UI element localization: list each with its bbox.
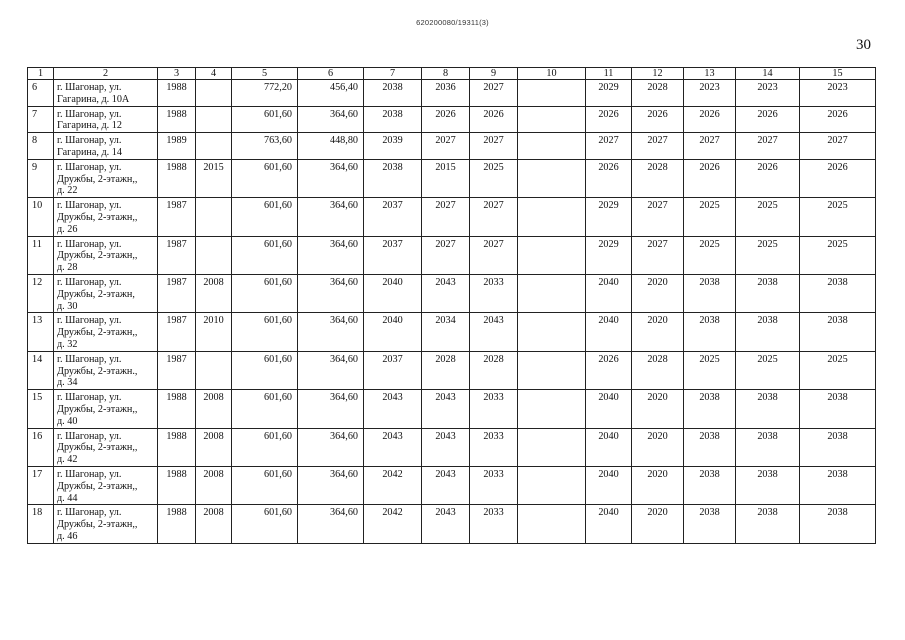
cell-c13: 2025 [684,198,736,236]
cell-c7: 2043 [364,428,422,466]
cell-c10 [518,198,586,236]
address-line: г. Шагонар, ул. [57,430,122,442]
cell-c5: 601,60 [232,466,298,504]
row-number-cell: 12 [28,274,54,312]
cell-c14: 2027 [736,133,800,160]
cell-c12: 2028 [632,80,684,107]
cell-c7: 2038 [364,106,422,133]
cell-c12: 2020 [632,428,684,466]
address-cell [54,236,158,274]
address-line: д. 42 [57,454,78,466]
cell-c3: 1988 [158,80,196,107]
cell-c13: 2038 [684,505,736,543]
cell-c15: 2038 [800,505,876,543]
cell-c6: 364,60 [298,428,364,466]
cell-c6: 364,60 [298,198,364,236]
cell-c3: 1987 [158,351,196,389]
column-header: 6 [298,68,364,80]
cell-c13: 2038 [684,428,736,466]
cell-c7: 2037 [364,236,422,274]
address-cell [54,274,158,312]
cell-c11: 2026 [586,159,632,197]
column-header: 8 [422,68,470,80]
cell-c12: 2027 [632,133,684,160]
address-cell [54,80,158,107]
cell-c10 [518,428,586,466]
table-row [28,466,876,504]
cell-c5: 772,20 [232,80,298,107]
cell-c6: 364,60 [298,313,364,351]
cell-c7: 2040 [364,274,422,312]
cell-c12: 2027 [632,198,684,236]
cell-c9: 2027 [470,198,518,236]
cell-c11: 2040 [586,313,632,351]
cell-c8: 2026 [422,106,470,133]
cell-c4 [196,198,232,236]
cell-c15: 2038 [800,428,876,466]
column-header: 9 [470,68,518,80]
cell-c8: 2036 [422,80,470,107]
cell-c15: 2026 [800,106,876,133]
cell-c13: 2027 [684,133,736,160]
address-line: д. 40 [57,415,78,427]
cell-c7: 2037 [364,198,422,236]
cell-c15: 2025 [800,198,876,236]
address-line: Гагарина, д. 12 [57,120,122,132]
cell-c7: 2042 [364,466,422,504]
table-row [28,198,876,236]
cell-c6: 364,60 [298,274,364,312]
cell-c8: 2043 [422,505,470,543]
cell-c6: 456,40 [298,80,364,107]
cell-c5: 601,60 [232,198,298,236]
cell-c12: 2020 [632,466,684,504]
cell-c6: 364,60 [298,159,364,197]
cell-c13: 2038 [684,313,736,351]
row-number-cell: 7 [28,106,54,133]
cell-c15: 2038 [800,466,876,504]
cell-c5: 601,60 [232,274,298,312]
cell-c5: 601,60 [232,313,298,351]
cell-c9: 2033 [470,505,518,543]
cell-c14: 2038 [736,466,800,504]
cell-c11: 2027 [586,133,632,160]
cell-c5: 763,60 [232,133,298,160]
cell-c13: 2026 [684,106,736,133]
address-line: д. 30 [57,300,78,312]
address-line: г. Шагонар, ул. [57,468,122,480]
cell-c13: 2038 [684,390,736,428]
cell-c13: 2025 [684,236,736,274]
cell-c5: 601,60 [232,159,298,197]
cell-c9: 2026 [470,106,518,133]
cell-c9: 2033 [470,274,518,312]
address-line: г. Шагонар, ул. [57,276,122,288]
cell-c11: 2040 [586,274,632,312]
cell-c7: 2038 [364,80,422,107]
cell-c3: 1988 [158,505,196,543]
address-cell [54,390,158,428]
cell-c11: 2026 [586,351,632,389]
column-header: 13 [684,68,736,80]
table-row [28,274,876,312]
cell-c4: 2008 [196,466,232,504]
cell-c4 [196,133,232,160]
column-number-row [28,68,876,80]
column-header: 10 [518,68,586,80]
cell-c15: 2023 [800,80,876,107]
column-header: 5 [232,68,298,80]
cell-c11: 2029 [586,236,632,274]
cell-c7: 2038 [364,159,422,197]
cell-c10 [518,274,586,312]
cell-c15: 2038 [800,274,876,312]
address-line: д. 26 [57,223,78,235]
row-number-cell: 10 [28,198,54,236]
cell-c11: 2040 [586,505,632,543]
cell-c11: 2026 [586,106,632,133]
address-line: д. 44 [57,492,78,504]
cell-c14: 2038 [736,274,800,312]
cell-c12: 2026 [632,106,684,133]
cell-c13: 2023 [684,80,736,107]
cell-c4: 2008 [196,274,232,312]
row-number-cell: 13 [28,313,54,351]
row-number-cell: 11 [28,236,54,274]
address-line: д. 28 [57,262,78,274]
cell-c14: 2026 [736,106,800,133]
cell-c10 [518,80,586,107]
cell-c9: 2043 [470,313,518,351]
address-line: Дружбы, 2-этажн,, [57,211,138,223]
cell-c11: 2029 [586,80,632,107]
cell-c8: 2043 [422,274,470,312]
cell-c4: 2008 [196,505,232,543]
address-line: г. Шагонар, ул. [57,507,122,519]
cell-c14: 2025 [736,351,800,389]
cell-c6: 364,60 [298,351,364,389]
cell-c12: 2020 [632,390,684,428]
cell-c3: 1988 [158,428,196,466]
cell-c8: 2027 [422,236,470,274]
table-body [28,80,876,544]
cell-c8: 2027 [422,198,470,236]
cell-c6: 364,60 [298,390,364,428]
address-line: г. Шагонар, ул. [57,353,122,365]
cell-c5: 601,60 [232,428,298,466]
address-line: Дружбы, 2-этажн., [57,365,138,377]
cell-c4: 2008 [196,428,232,466]
cell-c9: 2027 [470,80,518,107]
cell-c9: 2025 [470,159,518,197]
cell-c14: 2025 [736,198,800,236]
table-row [28,428,876,466]
address-cell [54,428,158,466]
row-number-cell: 16 [28,428,54,466]
table-row [28,106,876,133]
cell-c7: 2039 [364,133,422,160]
cell-c12: 2028 [632,159,684,197]
cell-c7: 2042 [364,505,422,543]
cell-c14: 2023 [736,80,800,107]
cell-c15: 2038 [800,313,876,351]
cell-c9: 2033 [470,466,518,504]
cell-c3: 1987 [158,236,196,274]
cell-c7: 2043 [364,390,422,428]
cell-c9: 2033 [470,390,518,428]
cell-c7: 2037 [364,351,422,389]
column-header: 3 [158,68,196,80]
cell-c3: 1988 [158,390,196,428]
cell-c4: 2008 [196,390,232,428]
table-row [28,505,876,543]
cell-c14: 2026 [736,159,800,197]
address-cell [54,466,158,504]
address-cell [54,159,158,197]
address-line: Дружбы, 2-этажн, [57,288,135,300]
address-line: д. 22 [57,185,78,197]
address-line: г. Шагонар, ул. [57,238,122,250]
address-line: Дружбы, 2-этажн,, [57,519,138,531]
cell-c15: 2038 [800,390,876,428]
column-header: 2 [54,68,158,80]
table-row [28,236,876,274]
row-number-cell: 17 [28,466,54,504]
address-line: г. Шагонар, ул. [57,392,122,404]
cell-c6: 364,60 [298,505,364,543]
address-line: Дружбы, 2-этажн,, [57,442,138,454]
address-cell [54,351,158,389]
cell-c12: 2020 [632,505,684,543]
column-header: 4 [196,68,232,80]
cell-c14: 2038 [736,505,800,543]
cell-c10 [518,236,586,274]
cell-c3: 1987 [158,274,196,312]
address-line: г. Шагонар, ул. [57,135,122,147]
column-header: 1 [28,68,54,80]
cell-c6: 448,80 [298,133,364,160]
column-header: 11 [586,68,632,80]
cell-c5: 601,60 [232,106,298,133]
address-line: г. Шагонар, ул. [57,108,122,120]
cell-c10 [518,106,586,133]
cell-c3: 1987 [158,313,196,351]
cell-c7: 2040 [364,313,422,351]
cell-c12: 2020 [632,274,684,312]
cell-c11: 2040 [586,390,632,428]
cell-c6: 364,60 [298,236,364,274]
cell-c14: 2038 [736,313,800,351]
cell-c10 [518,313,586,351]
row-number-cell: 18 [28,505,54,543]
address-line: д. 32 [57,338,78,350]
cell-c8: 2015 [422,159,470,197]
cell-c10 [518,466,586,504]
cell-c13: 2038 [684,466,736,504]
table-row [28,133,876,160]
cell-c9: 2033 [470,428,518,466]
table-row [28,159,876,197]
address-line: Гагарина, д. 10А [57,93,130,105]
cell-c13: 2026 [684,159,736,197]
address-line: г. Шагонар, ул. [57,315,122,327]
row-number-cell: 14 [28,351,54,389]
address-line: г. Шагонар, ул. [57,161,122,173]
table-row [28,351,876,389]
address-line: г. Шагонар, ул. [57,200,122,212]
row-number-cell: 9 [28,159,54,197]
address-line: Гагарина, д. 14 [57,146,122,158]
cell-c3: 1988 [158,466,196,504]
table-row [28,80,876,107]
cell-c6: 364,60 [298,106,364,133]
address-line: д. 34 [57,377,78,389]
cell-c10 [518,390,586,428]
cell-c3: 1987 [158,198,196,236]
address-line: Дружбы, 2-этажн,, [57,403,138,415]
address-cell [54,133,158,160]
cell-c15: 2025 [800,351,876,389]
cell-c15: 2025 [800,236,876,274]
cell-c9: 2027 [470,133,518,160]
cell-c8: 2043 [422,390,470,428]
row-number-cell: 8 [28,133,54,160]
cell-c5: 601,60 [232,505,298,543]
cell-c12: 2027 [632,236,684,274]
cell-c4 [196,236,232,274]
cell-c14: 2038 [736,390,800,428]
page-number: 30 [856,37,871,53]
address-line: г. Шагонар, ул. [57,82,122,93]
row-number-cell: 15 [28,390,54,428]
address-cell [54,505,158,543]
cell-c8: 2028 [422,351,470,389]
cell-c8: 2027 [422,133,470,160]
cell-c5: 601,60 [232,390,298,428]
cell-c11: 2040 [586,428,632,466]
column-header: 7 [364,68,422,80]
row-number-cell: 6 [28,80,54,107]
cell-c9: 2028 [470,351,518,389]
cell-c8: 2043 [422,466,470,504]
cell-c10 [518,351,586,389]
cell-c3: 1988 [158,159,196,197]
table-row [28,390,876,428]
cell-c4: 2015 [196,159,232,197]
cell-c12: 2020 [632,313,684,351]
cell-c8: 2034 [422,313,470,351]
column-header: 12 [632,68,684,80]
cell-c3: 1988 [158,106,196,133]
cell-c4 [196,106,232,133]
cell-c4 [196,80,232,107]
cell-c4 [196,351,232,389]
document-id-stamp: 620200080/19311(3) [416,18,489,27]
cell-c15: 2027 [800,133,876,160]
housing-register-table [27,67,876,544]
cell-c11: 2029 [586,198,632,236]
cell-c15: 2026 [800,159,876,197]
cell-c3: 1989 [158,133,196,160]
cell-c9: 2027 [470,236,518,274]
address-cell [54,198,158,236]
cell-c14: 2038 [736,428,800,466]
address-line: Дружбы, 2-этажн,, [57,250,138,262]
cell-c10 [518,505,586,543]
cell-c14: 2025 [736,236,800,274]
cell-c10 [518,159,586,197]
cell-c6: 364,60 [298,466,364,504]
cell-c12: 2028 [632,351,684,389]
cell-c5: 601,60 [232,236,298,274]
cell-c10 [518,133,586,160]
column-header: 14 [736,68,800,80]
column-header: 15 [800,68,876,80]
address-line: Дружбы, 2-этажн,, [57,480,138,492]
address-line: Дружбы, 2-этажн,, [57,327,138,339]
cell-c11: 2040 [586,466,632,504]
cell-c8: 2043 [422,428,470,466]
table-row [28,313,876,351]
address-cell [54,313,158,351]
cell-c13: 2025 [684,351,736,389]
address-line: д. 46 [57,530,78,542]
address-line: Дружбы, 2-этажн,, [57,173,138,185]
address-cell [54,106,158,133]
cell-c13: 2038 [684,274,736,312]
cell-c4: 2010 [196,313,232,351]
cell-c5: 601,60 [232,351,298,389]
